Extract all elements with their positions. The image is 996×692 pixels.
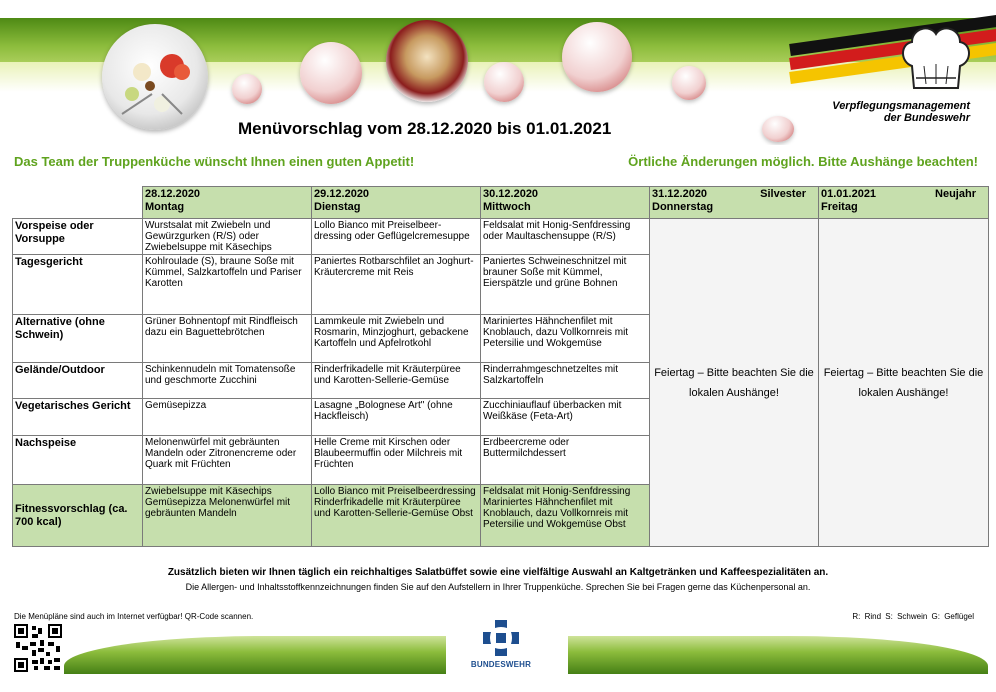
day-date: 29.12.2020 <box>314 188 370 200</box>
day-date: 01.01.2021 <box>821 188 877 200</box>
day-header-monday <box>143 187 312 219</box>
day-date: 30.12.2020 <box>483 188 539 200</box>
menu-table <box>12 186 989 547</box>
footer-wave-left <box>64 622 446 674</box>
menu-cell: Melonenwürfel mit gebräunten Mandeln oder Zitronencreme oder Quark mit Früchten <box>143 436 312 485</box>
day-header-thursday <box>650 187 819 219</box>
row-label: Vorspeise oder Vorsuppe <box>13 219 143 255</box>
decorative-bubble <box>484 62 524 102</box>
menu-cell: Lollo Bianco mit Preiselbeer-dressing oder Geflügelcremesuppe <box>312 219 481 255</box>
menu-cell: Schinkennudeln mit Tomatensoße und geschmorte Zucchini <box>143 363 312 399</box>
menu-cell: Helle Creme mit Kirschen oder Blaubeermuffin oder Milchreis mit Früchten <box>312 436 481 485</box>
header-row <box>13 187 989 219</box>
menu-cell: Zucchiniauflauf überbacken mit Weißkäse (Feta-Art) <box>481 399 650 436</box>
salad-buffet-note: Zusätzlich bieten wir Ihnen täglich ein reichhaltiges Salatbüffet sowie eine vielfältige Auswahl an Kaltgetränken und Kaffeespezialitäten an. <box>167 567 829 578</box>
day-weekday: Freitag <box>821 201 858 213</box>
row-label: Vegetarisches Gericht <box>13 399 143 436</box>
menu-cell: Paniertes Schweineschnitzel mit brauner Soße mit Kümmel, Eierspätzle und grüne Bohnen <box>481 255 650 315</box>
greeting-text: Das Team der Truppenküche wünscht Ihnen einen guten Appetit! <box>14 154 415 169</box>
decorative-bubble <box>672 66 706 100</box>
day-weekday: Dienstag <box>314 201 361 213</box>
day-date: 31.12.2020 <box>652 188 708 200</box>
meat-legend: R: Rind S: Schwein G: Geflügel <box>852 612 974 621</box>
holiday-notice-friday: Feiertag – Bitte beachten Sie die lokalen Aushänge! <box>819 219 989 547</box>
day-header-friday <box>819 187 989 219</box>
page-title: Menüvorschlag vom 28.12.2020 bis 01.01.2021 <box>238 119 612 138</box>
day-date: 28.12.2020 <box>145 188 201 200</box>
bundeswehr-cross-icon <box>481 618 521 658</box>
brand-name-line1: Verpflegungsmanagement <box>832 100 970 112</box>
menu-cell: Rinderfrikadelle mit Kräuterpüree und Karotten-Sellerie-Gemüse <box>312 363 481 399</box>
row-label: Alternative (ohne Schwein) <box>13 315 143 363</box>
table-row <box>13 219 989 255</box>
web-availability-note: Die Menüpläne sind auch im Internet verfügbar! QR-Code scannen. <box>14 612 254 621</box>
food-photo-plate <box>102 24 208 130</box>
footer-wave-right <box>568 622 988 674</box>
decorative-bubble <box>300 42 362 104</box>
day-header-tuesday <box>312 187 481 219</box>
food-photo-cup <box>386 20 468 102</box>
menu-cell: Lollo Bianco mit Preiselbeerdressing Rinderfrikadelle mit Kräuterpüree und Karotten-Sellerie-Gemüse Obst <box>312 485 481 547</box>
row-label: Gelände/Outdoor <box>13 363 143 399</box>
menu-cell: Lammkeule mit Zwiebeln und Rosmarin, Minzjoghurt, gebackene Kartoffeln und Apfelrotkohl <box>312 315 481 363</box>
menu-cell: Gemüsepizza <box>143 399 312 436</box>
menu-cell: Feldsalat mit Honig-Senfdressing Mariniertes Hähnchenfilet mit Knoblauch, dazu Vollkornreis mit Petersilie und Wokgemüse Obst <box>481 485 650 547</box>
holiday-notice-thursday: Feiertag – Bitte beachten Sie die lokalen Aushänge! <box>650 219 819 547</box>
menu-cell: Erdbeercreme oder Buttermilchdessert <box>481 436 650 485</box>
menu-cell: Grüner Bohnentopf mit Rindfleisch dazu ein Baguettebrötchen <box>143 315 312 363</box>
row-label: Tagesgericht <box>13 255 143 315</box>
qr-code-icon <box>14 624 62 672</box>
bundeswehr-logo-text: BUNDESWEHR <box>470 660 532 669</box>
row-label: Nachspeise <box>13 436 143 485</box>
decorative-bubble <box>232 74 262 104</box>
menu-cell: Wurstsalat mit Zwiebeln und Gewürzgurken (R/S) oder Zwiebelsuppe mit Käsechips <box>143 219 312 255</box>
chef-hat-icon <box>898 22 974 94</box>
day-header-wednesday <box>481 187 650 219</box>
row-label: Fitnessvorschlag (ca. 700 kcal) <box>13 485 143 547</box>
brand-name-line2: der Bundeswehr <box>883 112 970 124</box>
header-banner <box>0 0 996 145</box>
day-weekday: Mittwoch <box>483 201 531 213</box>
menu-cell: Lasagne „Bolognese Art" (ohne Hackfleisch) <box>312 399 481 436</box>
decorative-bubble <box>562 22 632 92</box>
menu-cell: Mariniertes Hähnchenfilet mit Knoblauch, dazu Vollkornreis mit Petersilie und Wokgemüse <box>481 315 650 363</box>
notice-text: Örtliche Änderungen möglich. Bitte Aushänge beachten! <box>628 154 978 169</box>
menu-cell: Feldsalat mit Honig-Senfdressing oder Maultaschensuppe (R/S) <box>481 219 650 255</box>
menu-cell: Paniertes Rotbarschfilet an Joghurt-Kräutercreme mit Reis <box>312 255 481 315</box>
day-weekday: Donnerstag <box>652 201 714 213</box>
decorative-bubble <box>762 116 794 142</box>
menu-cell: Zwiebelsuppe mit Käsechips Gemüsepizza Melonenwürfel mit gebräunten Mandeln <box>143 485 312 547</box>
day-holiday-name: Silvester <box>760 188 806 200</box>
day-holiday-name: Neujahr <box>935 188 976 200</box>
corner-cell <box>13 187 143 219</box>
menu-cell: Rinderrahmgeschnetzeltes mit Salzkartoffeln <box>481 363 650 399</box>
allergen-note: Die Allergen- und Inhaltsstoffkennzeichnungen finden Sie auf den Aufstellern in Ihrer Truppenküche. Sprechen Sie bei Fragen gerne das Küchenpersonal an. <box>185 582 811 592</box>
day-weekday: Montag <box>145 201 185 213</box>
menu-cell: Kohlroulade (S), braune Soße mit Kümmel, Salzkartoffeln und Pariser Karotten <box>143 255 312 315</box>
